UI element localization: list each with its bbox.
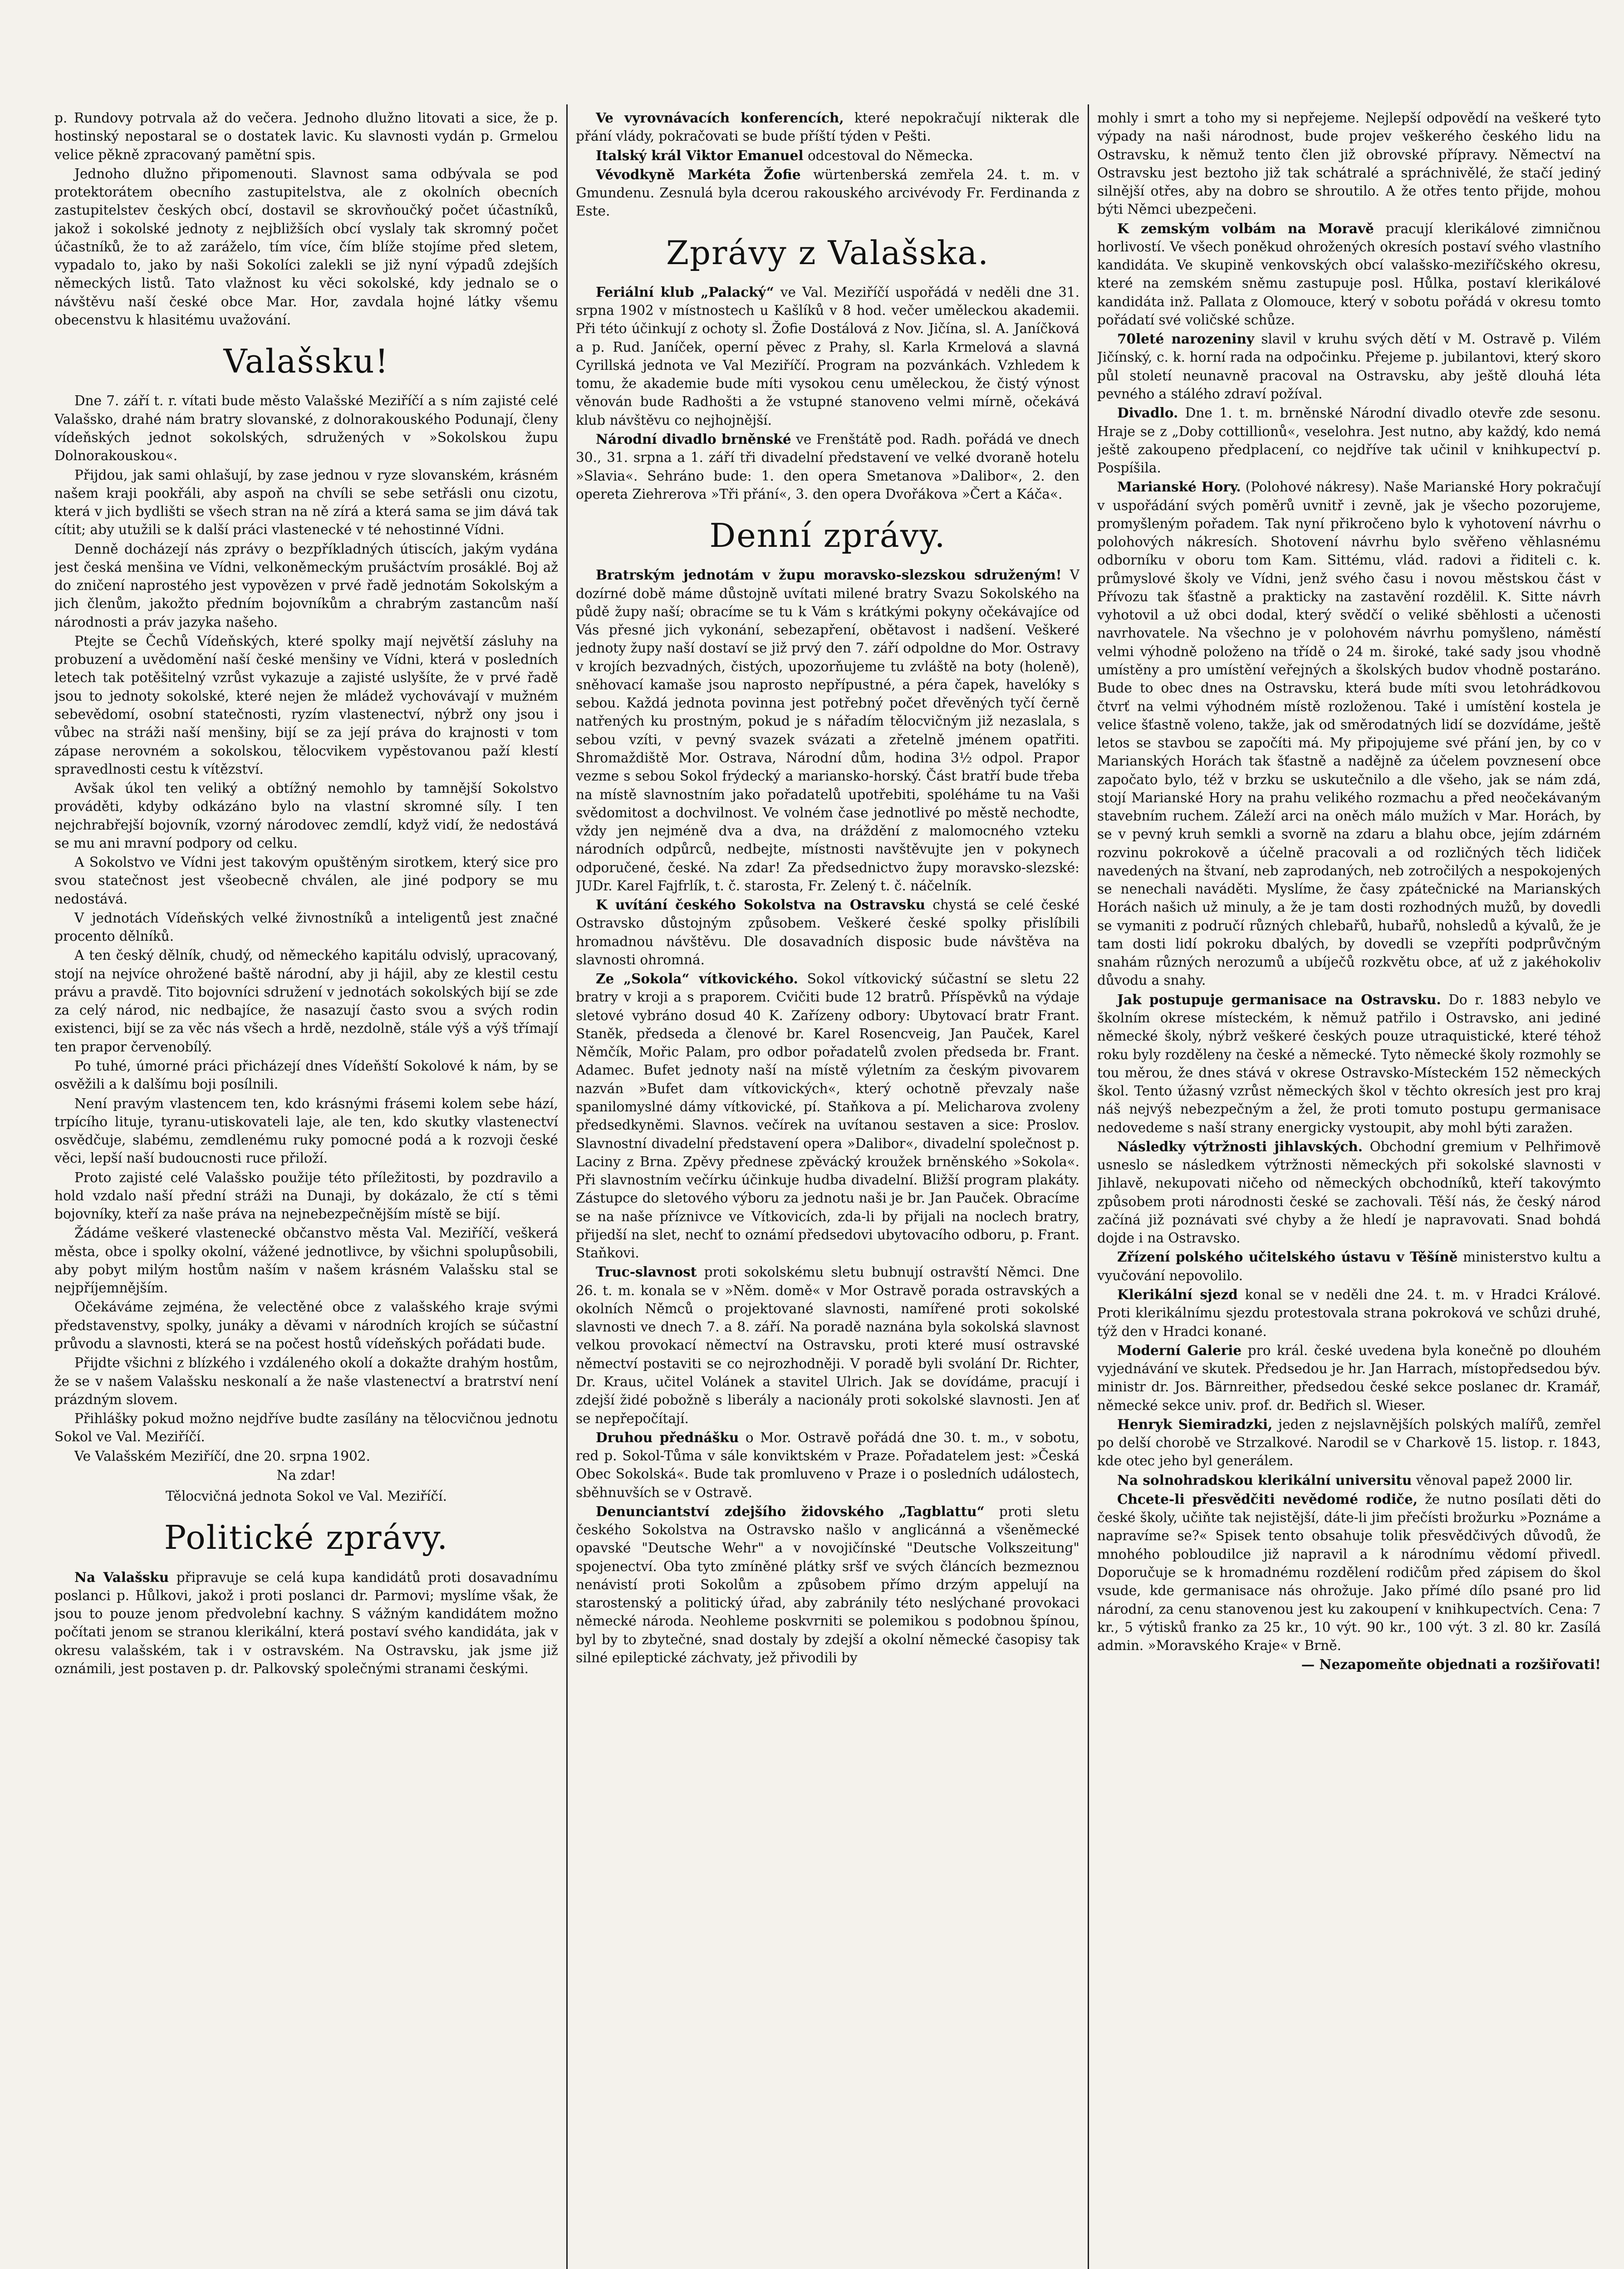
paragraph [1097,1286,1601,1341]
section-heading-valassku: Valašsku! [223,342,389,381]
lead: Feriální klub „Palacký“ [596,284,774,300]
text: proti sokolskému sletu bubnují ostravští Němci. Dne 26. t. m. konala se v »Něm. domě« v Mor Ostravě porada ostravských a okolních Němců o projektované slavnosti, namířené proti sokolské slavnosti ve dnech 7. a 8. září. Na poradě naznána byla sokolská slavnost velkou provokací němectví na Ostravsku, proti které musí ostravské němectví postaviti se co nejrozhodněji. V poradě byli svolání Dr. Richter, Dr. Kraus, učitel Volánek a stavitel Ulrich. Jak se dovídáme, pracují i zdejší židé pobožně s liberály a nacionály proti sokolské slavnosti. Jen ať se nepřepočítají. [576,1264,1079,1426]
lead: 70leté narozeniny [1117,331,1255,347]
paragraph [576,1503,1079,1667]
paragraph [576,566,1079,895]
paragraph [1097,1471,1601,1489]
text: chystá se celé české Ostravsko důstojným způsobem. Veškeré české spolky přislíbili hromadnou návštěvu. Dle dosavadních disposic bude návštěva na slavnosti ohromná. [576,897,1079,968]
text: pracují klerikálové zimničnou horlivostí. Ve všech poněkud ohrožených okresích postaví svého vlastního kandidáta. Ve skupině venkovských obcí valašsko-meziříčského okresu, které na zemském sněmu zastupuje posl. Hůlka, postaví klerikálové kandidáta inž. Pallata z Olomouce, který v sobotu pořádá v okresu tomto pořádatí své voličské schůze. [1097,221,1601,328]
paragraph [1097,1248,1601,1285]
text: Dne 1. t. m. brněnské Národní divadlo otevře zde sesonu. Hraje se z „Doby cottillionů«, veselohra. Jest nutno, aby každý, kdo nemá ještě zakoupeno předplacení, co nejdříve tak učinil v knihkupectví p. Pospíšila. [1097,405,1601,476]
paragraph [576,283,1079,429]
paragraph: A Sokolstvo ve Vídni jest takovým opuštěným sirotkem, který sice pro svou statečnost jest všeobecně chválen, ale jiné podpory se mu nedostává. [54,855,558,907]
text: (Polohové nákresy). Naše Marianské Hory pokračují v uspořádání svých poměrů uvnitř i zevně, jak je všecho pozorujeme, promyšleným pořadem. Tak nyní přikročeno bylo k vyhotovení návrhu o polohových nákresích. Shotovení návrhu bylo svěřeno věhlasnému odborníku v oboru tom Kam. Sittému, vlád. radovi a řiditeli c. k. průmyslové školy ve Vídni, jenž svého času i novou městskou část v Přívozu tak šťastně a prakticky na zastavění rozdělil. K. Sitte návrh vyhotovil a už obci dodal, který svědčí o veliké sběhlosti a učenosti navrhovatele. Na všechno je v polohovém návrhu pomyšleno, náměstí velmi výhodně položeno na třídě o 24 m. široké, také sady jsou vhodně umístěny a pro umístění veřejných a školských budov vhodně postaráno. Bude to obec dnes na Ostravsku, která bude míti svou letohrádkovou čtvrť na velmi výhodném místě rozloženou. Také i umístění kostela je velice šťastně voleno, takže, jak od směrodatných lidí se dozvídáme, ještě letos se stavbou se započíti má. My připojujeme své přání jen, by co v Marianských Horách tak šťastně a nadějně za účelem povznesení obce započato bylo, též v brzku se uskutečnilo a dle všeho, jak se nám zdá, stojí Marianské Hory na prahu velikého rozmachu a před neočekávaným stavebním ruchem. Záleží arci na oněch málo mužích v Mar. Horách, by se v pevný kruh semkli a svorně na zdaru a blahu obce, jejím zdárném rozvinu pokrokově a účelně pracovali a od rozličných těch lidiček navedených na štvaní, neb zaprodaných, neb zotročilých a nespokojených se nenechali naváděti. Myslíme, že časy zpátečnické na Marianských Horách našich už minuly, a že je tam dosti rozhodných mužů, by dovedli se vymaniti z područí různých chlebařů, hubařů, nohsledů a kývalů, že je tam dosti lidí pokroku dbalých, by dovedli se vzepříti podprůvčným snahám různých nerozumů a ubíječů rozkvětu obce, ať už z jakéhokoliv důvodu a snahy. [1097,479,1601,988]
paragraph [1097,478,1601,989]
text: proti sletu českého Sokolstva na Ostravsko našlo v anglicánná a všeněmecké opavské "Deutsche Wehr" a v novojičínské "Deutsche Volkszeitung" spojenectví. Oba tyto zmíněné plátky sršf ve svých článcích bezmeznou nenávistí proti Sokolům a způsobem přímo drzým appelují na starostenský a politický úřad, aby zabránily této neslýchané provokaci německé národa. Neohleme poskvrniti se polemikou s podobnou špínou, byl by to zbytečné, snad dostaly by zdejší a okolní německé časopisy tak silné epileptické záchvaty, jež přivodili by [576,1503,1079,1665]
paragraph: Dne 7. září t. r. vítati bude město Valašské Meziříčí a s ním zajisté celé Valašsko, drahé nám bratry slovanské, z dolnorakouského Podunají, členy vídeňských jednot sokolských, sdružených v »Sokolskou župu Dolnorakouskou«. [54,393,558,464]
text: jeden z nejslavnějších polských malířů, zemřel po delší chorobě ve Strzalkové. Narodil se v Charkově 15. listop. r. 1843, kde otec jeho byl generálem. [1097,1416,1601,1469]
text: konal se v neděli dne 24. t. m. v Hradci Králové. Proti klerikálnímu sjezdu protestovala strana pokroková ve schůzi druhé, týž den v Hradci konané. [1097,1287,1601,1339]
lead: Italský král Viktor Emanuel [596,147,804,163]
text: V dozírné době máme důstojně uvítati milené bratry Svazu Sokolského na půdě župy naší; obracíme se tu k Vám s krátkými pokyny očekávajíce od Vás přesné jich vykonání, sebezapření, obětavost i nadšení. Veškeré jednoty župy naší dostaví se již prvý den 7. září odpoldne do Mor. Ostravy v krojích bezvadných, čistých, upozorňujeme tu zvláště na boty (holeně), sněhovací kamaše jsou naprosto nepřípustné, a péra čapek, havelóky s sebou. Každá jednota povinna jest potřebný počet dřevěných tyčí černě natřených ku prostným, pokud je s nářadím tělocvičným již nezaslala, s sebou vzíti, v pevný svazek svázati a zřetelně jménem opatřiti. Shromaždiště Mor. Ostrava, Národní dům, hodina 3½ odpol. Prapor vezme s sebou Sokol frýdecký a mariansko-horský. Část bratří bude třeba na místě slavnostním jako pořadatelů upotřebiti, spoléháme tu na Vaši svědomitost a dochvilnost. Ve volném čase jednotlivé po městě nechodte, vždy jen nejméně dva a dva, na dráždění z malomocného vzteku národních odpůrců, nedbejte, místnosti navštěvujte jen v pokynech odporučené, české. Na zdar! Za předsednictvo župy moravsko-slezské: JUDr. Karel Fajfrlík, t. č. starosta, Fr. Zelený t. č. náčelník. [576,567,1079,894]
lead: Bratrským jednotám v župu moravsko-slezskou sdruženým! [596,567,1062,583]
section-heading-valasska: Zprávy z Valašska. [666,233,990,272]
paragraph [1097,220,1601,329]
paragraph: Žádáme veškeré vlastenecké občanstvo města Val. Meziříčí, veškerá města, obce i spolky okolní, vážené jednotlivce, by všichni spolupůsobili, aby pobyt milým hostům naším v našem krásném Valašsku stal se nejpříjemnějším. [54,1225,558,1296]
paragraph: Přihlášky pokud možno nejdříve budte zasílány na tělocvičnou jednotu Sokol ve Val. Meziříčí. [54,1411,558,1445]
paragraph [576,109,1079,146]
paragraph [54,1568,558,1678]
text: würtenberská zemřela 24. t. m. v Gmundenu. Zesnulá byla dcerou rakouského arcivévody Fr. Ferdinanda z Este. [576,167,1079,219]
lead: Na Valašsku [74,1569,169,1585]
text: pro král. české uvedena byla konečně po dlouhém vyjednávání ve skutek. Předsedou je hr. Jan Harrach, místopředsedou býv. ministr dr. Jos. Bärnreither, předsedou české sekce poslanec dr. Kramář, německé sekce univ. prof. dr. Bedřich sl. Wieser. [1097,1342,1601,1413]
paragraph: Přijdte všichni z blízkého i vzdáleného okolí a dokažte drahým hostům, že se v našem Valašsku neskonalí a že naše vlastenectví a bratrství není prázdným slovem. [54,1355,558,1407]
paragraph: Proto zajisté celé Valašsko použije této příležitosti, by pozdravilo a hold vzdalo naší přední stráži na Dunaji, by dokázalo, že ctí s těmi bojovníky, kteří za naše práva na nejnebezpečnějším místě se bijí. [54,1169,558,1222]
paragraph [576,896,1079,969]
column-rule [1088,104,1089,2269]
paragraph [576,166,1079,221]
paragraph: Přijdou, jak sami ohlašují, by zase jednou v ryze slovanském, krásném našem kraji pookřáli, aby aspoň na chvíli se sebe setřásli onu cizotu, která v jich bydlišti se všech stran na ně zírá a která sama se jim dává tak cítit; aby utužili se k další práci vlastenecké v té nehostinné Vídni. [54,467,558,538]
text: ve Frenštátě pod. Radh. pořádá ve dnech 30., 31. srpna a 1. září tři divadelní představení ve velké dvoraně hotelu »Slavia«. Sehráno bude: 1. den opera Smetanova »Dalibor«, 2. den opereta Ziehrerova »Tři přání«, 3. den opera Dvořákova »Čert a Káča«. [576,431,1079,502]
text: Obchodní gremium v Pelhřimově usneslo se následkem výtržnosti německých při sokolské slavnosti v Jihlavě, nekupovati ničeho od německých obchodníků, kteří takovýmto způsobem proti národnosti české se zachovali. Těší nás, že český národ začíná již poznávati své chyby a že hledí je napravovati. Snad bohdá dojde i na Ostravsko. [1097,1139,1601,1246]
column-1 [54,109,558,2269]
lead: Chcete-li přesvědčiti nevědomé rodiče, [1117,1491,1418,1507]
lead: Vévodkyně Markéta Žofie [596,166,801,182]
lead: Jak postupuje germanisace na Ostravsku. [1117,991,1441,1007]
lead: Denunciantství zdejšího židovského „Tagblattu“ [596,1503,985,1519]
paragraph: A ten český dělník, chudý, od německého kapitálu odvislý, upracovaný, stojí na nejvíce ohrožené baště národní, aby ji hájil, aby ze klestil cestu právu a pravdě. Tito bojovníci sdružení v jednotách sokolských bijí se zde za celý národ, nic nedbajíce, že nasazují často svou a svých rodin existenci, bijí se za věc nás všech a hrdě, nezdolně, stále výš a výš třímají ten prapor červenobílý. [54,948,558,1055]
lead: K zemským volbám na Moravě [1117,220,1374,236]
lead: Divadlo. [1117,405,1178,421]
paragraph [576,970,1079,1262]
paragraph [1097,1138,1601,1247]
lead: Na solnohradskou klerikální universitu [1117,1472,1412,1488]
lead: Klerikální sjezd [1117,1287,1238,1302]
paragraph [576,430,1079,503]
lead: K uvítání českého Sokolstva na Ostravsku [596,897,926,913]
paragraph: Avšak úkol ten veliký a obtížný nemohlo by tamnější Sokolstvo prováděti, kdyby odkázáno bylo na vlastní skromné síly. I ten nejchrabřejší bojovník, vzorný národovec zemdlí, když vidí, že nedostává se mu ani mravní podpory od celku. [54,781,558,851]
text: připravuje se celá kupa kandidátů proti dosavadnímu poslanci p. Hůlkovi, jakož i proti poslanci dr. Parmovi; myslíme však, že jsou to pouze jenom předvolební kachny. S vážným kandidátem možno počítati jenom se stranou klerikální, která postaví svého kandidáta, jak v okresu valašském, tak i v ostravském. Na Ostravsku, jak jsme již oznámili, jest postaven p. dr. Palkovský společnými stranami českými. [54,1569,558,1676]
column-2 [576,109,1079,2269]
column-3 [1097,109,1601,2269]
lead: Druhou přednášku [596,1429,739,1445]
paragraph: Ptejte se Čechů Vídeňských, které spolky mají největší zásluhy na probuzení a uvědomění naší české menšiny ve Vídni, která v posledních letech tak potěšitelný vzrůst vykazuje a zajisté uslyšíte, že v prvé řadě jsou to jednoty sokolské, které nejen že mládež vychovávají v mužném sebevědomí, osobní statečnosti, ryzím vlastenectví, nýbrž ony jsou i vůbec na stráži naší menšiny, bijí se za její práva do krajnosti v tom zápase nerovném a sokolskou, tělocvikem vypěstovanou paží klestí spravedlnosti cestu k vítězství. [54,633,558,777]
text: že nutno posílati děti do české školy, učiňte tak nejistější, dáte-li jim přečísti brožurku »Poznáme a napravíme se?« Spisek tento obsahuje tolik přesvědčivých důvodů, že mnohého pobloudilce již napravil a k národnímu vědomí přivedl. Doporučuje se k hromadnému rozdělení rodičům před zápisem do škol vsude, kde germanisace nás ohrožuje. Jako přímé dílo psané pro lid národní, za cenu stanovenou jest ku zakoupení v knihkupectvích. Cena: 7 kr., 5 výtisků franko za 25 kr., 10 výt. 90 kr., 100 výt. 3 zl. 80 kr. Zasílá admin. »Moravského Kraje« v Brně. [1097,1491,1601,1654]
text: které nepokračují nikterak dle přání vlády, pokračovati se bude příští týden v Pešti. [576,110,1079,144]
column-rule [566,104,568,2269]
paragraph [576,1263,1079,1427]
text: o Mor. Ostravě pořádá dne 30. t. m., v sobotu, red p. Sokol-Tůma v sále konviktském v Praze. Pořadatelem jest: »Česká Obec Sokolská«. Bude tak promluveno v Praze i o posledních událostech, sběhnuvších se v Ostravě. [576,1429,1079,1500]
lead: Zřízení polského učitelského ústavu v Těšíně [1117,1249,1458,1265]
lead: Marianské Hory. [1117,479,1241,495]
paragraph: mohly i smrt a toho my si nepřejeme. Nejlepší odpovědí na veškeré tyto výpady na naši národnost, bude projev veškerého českého lidu na Ostravsku, k němuž tento člen již obrovské přípravy. Němectví na Ostravsku jest beztoho již tak schátralé a spráchnivělé, že stačí jediný silnější otřes, aby na dobro se shroutilo. A že otřes tento přijde, mohou býti Němci ubezpečeni. [1097,110,1601,217]
text: věnoval papež 2000 lir. [1412,1472,1573,1488]
section-heading-politicke: Politické zprávy. [164,1518,449,1557]
lead: Moderní Galerie [1117,1342,1242,1358]
closing-line: — Nezapomeňte objednati a rozšiřovati! [1301,1656,1601,1673]
text: ministerstvo kultu a vyučování nepovolilo. [1097,1249,1601,1283]
text: odcestoval do Německa. [803,147,973,163]
lead: Ve vyrovnávacích konferencích, [596,110,844,126]
paragraph [1097,991,1601,1137]
text: slavil v kruhu svých dětí v M. Ostravě p. Vilém Jičínský, c. k. horní rada na odpočinku. Přejeme p. jubilantovi, který skoro půl století neunavně pracoval na Ostravsku, aby ještě dlouhá léta pevného a stálého zdraví požíval. [1097,331,1601,402]
paragraph [1097,404,1601,477]
columns [54,109,1601,2269]
section-heading-denni: Denní zprávy. [709,516,946,555]
text: Do r. 1883 nebylo ve školním okrese místeckém, k němuž patřilo i Ostravsko, ani jediné německé školy, nýbrž veškeré českých pouze utraquistické, které téhož roku byly rozděleny na české a německé. Tyto německé školy rozmohly se tou měrou, že dnes stává v okrese Ostravsko-Místeckém 152 německých škol. Tento úžasný vzrůst německých škol v těchto okresích jest pro kraj náš nejvýš nebezpečným a žel, že proti tomuto postupu germanisace nedovedeme s naší strany energicky vystoupit, aby mohl býti zaražen. [1097,992,1601,1135]
text: ve Val. Meziříčí uspořádá v neděli dne 31. srpna 1902 v místnostech u Kašlíků v 8 hod. večer uměleckou akademii. Při této účinkují z ochoty sl. Žofie Dostálová z Nov. Jičína, sl. A. Janíčková a p. Rud. Janíček, operní pěvec z Prahy, sl. Karla Krmelová a slavná Cyrillská jednota ve Val Meziříčí. Program na pozvánkách. Vzhledem k tomu, že akademie bude míti vysokou cenu uměleckou, že čistý výnost věnován bude Radhošti a že vstupné stanoveno velmi mírně, očekává klub návštěvu co nejhojnější. [576,284,1079,428]
paragraph: Po tuhé, úmorné práci přicházejí dnes Vídeňští Sokolové k nám, by se osvěžili a k dalšímu boji posílnili. [54,1058,558,1092]
paragraph: Jednoho dlužno připomenouti. Slavnost sama odbývala se pod protektorátem obecního zastupitelstva, ale z okolních obecních zastupitelstev českých obcí, dostavil se skrovňoučký počet účastníků, jakož i sokolské jednoty z nejbližších obcí vyslaly tak skromný počet účastníků, že to až zaráželo, tím více, čím blíže stojíme před sletem, vypadalo to, jako by naši Sokolíci zalekli se již nyní výpadů zdejších německých listů. Tato vlažnost ku věci sokolské, kdy jednalo se o návštěvu naší české obce Mar. Hor, zavdala hojné látky všemu obecenstvu k hlasitému uvažování. [54,166,558,328]
lead: Národní divadlo brněnské [596,431,791,447]
lead: Henryk Siemiradzki, [1117,1416,1273,1432]
paragraph [576,147,1079,165]
paragraph [1097,1490,1601,1655]
paragraph [1097,1341,1601,1414]
signature: Tělocvičná jednota Sokol ve Val. Meziříčí. [165,1488,447,1504]
place-date: Ve Valašském Meziříčí, dne 20. srpna 1902. [74,1448,371,1464]
paragraph [576,1429,1079,1502]
paragraph: p. Rundovy potrvala až do večera. Jednoho dlužno litovati a sice, že p. hostinský nepostaral se o dostatek lavic. Ku slavnosti vydán p. Grmelou velice pěkně zpracovaný pamětní spis. [54,110,558,162]
paragraph [1097,330,1601,403]
paragraph: V jednotách Vídeňských velké živnostníků a inteligentů jest značné procento dělníků. [54,910,558,944]
paragraph: Není pravým vlastencem ten, kdo krásnými frásemi kolem sebe hází, trpícího lituje, tyranu-utiskovateli laje, ale ten, kdo skutky vlastenectví osvědčuje, slabému, zemdlenému ruky pomocné podá a k rozvoji české věci, lepší naší budoucnosti ruce přiloží. [54,1095,558,1166]
paragraph: Denně docházejí nás zprávy o bezpříkladných útiscích, jakým vydána jest česká menšina ve Vídni, velkoněmeckým prušáctvím prosáklé. Boj až do zničení naprostého jest vypovězen v prvé řadě jednotám Sokolským a jich členům, jakožto předním bojovníkům a chrabrým zastancům naší národnosti a práv jazyka našeho. [54,541,558,630]
lead: Ze „Sokola“ vítkovického. [596,971,798,987]
lead: Následky výtržnosti jihlavských. [1117,1138,1363,1154]
lead: Truc-slavnost [596,1264,697,1280]
paragraph: Očekáváme zejména, že velectěné obce z valašského kraje svými představenstvy, spolky, junáky a děvami v národních krojích se súčastní průvodu a slavnosti, která se na počest hostů vídeňských pořádati bude. [54,1299,558,1351]
paragraph [1097,1415,1601,1470]
nazdar: Na zdar! [276,1467,336,1483]
text: Sokol vítkovický súčastní se sletu 22 bratry v kroji a s praporem. Cvičiti bude 12 bratrů. Příspěvků na výdaje sletové vybráno dosud 40 K. Zařízeny odbory: Ubytovací bratr Frant. Staněk, předseda a členové br. Karel Rosencveig, Jan Pauček, Karel Němčík, Mořic Palam, pro odbor pořadatelů zvolen předseda br. Frant. Adamec. Bufet jednoty naší na místě výletním za českým pivovarem nazván »Bufet dam vítkovických«, který ochotně převzaly naše spanilomyslné dámy vítkovické, pí. Staňkova a pí. Melicharova zvoleny předsedkyněmi. Slavnos. večírek na uvítanou sestaven a sice: Proslov. Slavnostní divadelní představení opera »Dalibor«, divadelní společnost p. Laciny z Brna. Zpěvy přednese zpěvácký kroužek brněnského »Sokola«. Při slavnostním večírku účinkuje hudba divadelní. Bližší program plakáty. Zástupce do sletového výboru za jednotu naši je br. Jan Pauček. Obracíme se na naše příznivce ve Vítkovicích, zda-li by přijali na noclech bratry, přijedší na slet, nechť to oznámí předsedovi ubytovacího odboru, p. Frant. Staňkovi. [576,971,1079,1261]
